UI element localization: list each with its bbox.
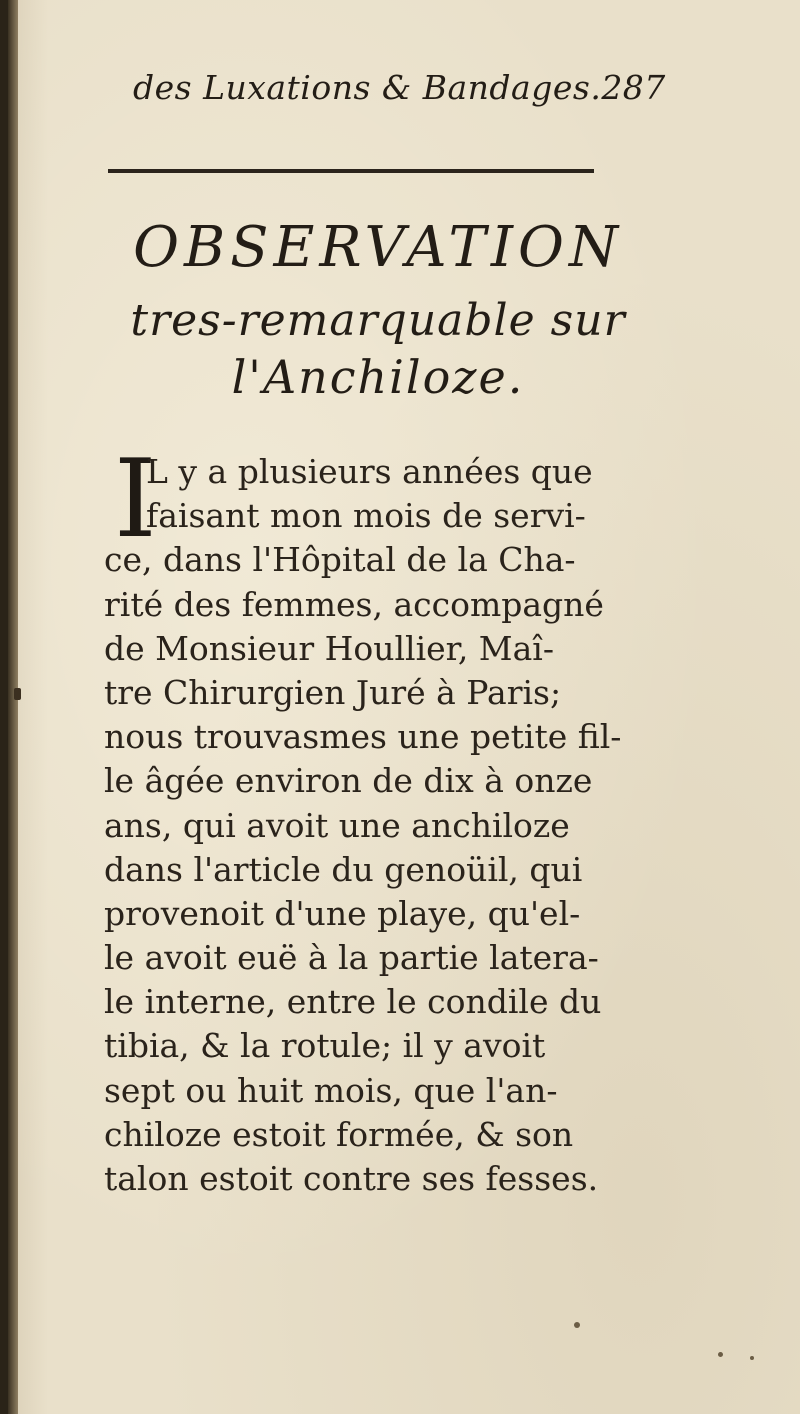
text-line: L y a plusieurs années que [146, 452, 593, 491]
paper-speck [14, 688, 21, 700]
title-line-2: tres-remarquable sur [130, 295, 626, 346]
book-page [8, 0, 800, 1414]
title-line-3: l'Anchiloze. [231, 350, 525, 404]
text-line: le interne, entre le condile du [104, 982, 602, 1022]
text-line: faisant mon mois de servi- [146, 496, 586, 536]
text-line: sept ou huit mois, que l'an- [104, 1070, 558, 1110]
text-line: de Monsieur Houllier, Maî- [104, 628, 554, 668]
header-rule [108, 169, 594, 173]
text-line: nous trouvasmes une petite fil- [104, 717, 622, 757]
text-line: ans, qui avoit une anchiloze [104, 805, 570, 845]
paper-speck [718, 1352, 723, 1357]
running-head: des Luxations & Bandages.287 [133, 68, 666, 107]
text-line: tre Chirurgien Juré à Paris; [104, 672, 562, 712]
paper-speck [574, 1322, 580, 1328]
body-text [104, 437, 664, 1201]
text-line: rité des femmes, accompagné [104, 584, 604, 624]
text-line: provenoit d'une playe, qu'el- [104, 893, 581, 933]
text-line: le avoit euë à la partie latera- [104, 938, 599, 978]
text-line: ce, dans l'Hôpital de la Cha- [104, 540, 576, 580]
text-line: dans l'article du genoüil, qui [104, 849, 583, 889]
text-line: talon estoit contre ses fesses. [104, 1159, 599, 1198]
text-line: tibia, & la rotule; il y avoit [104, 1026, 546, 1066]
drop-cap-initial: I [114, 437, 157, 562]
paper-speck [750, 1356, 754, 1360]
text-line: chiloze estoit formée, & son [104, 1114, 574, 1154]
text-line: le âgée environ de dix à onze [104, 761, 593, 801]
title-line-1: OBSERVATION [133, 215, 623, 280]
page-gutter [8, 0, 18, 1414]
